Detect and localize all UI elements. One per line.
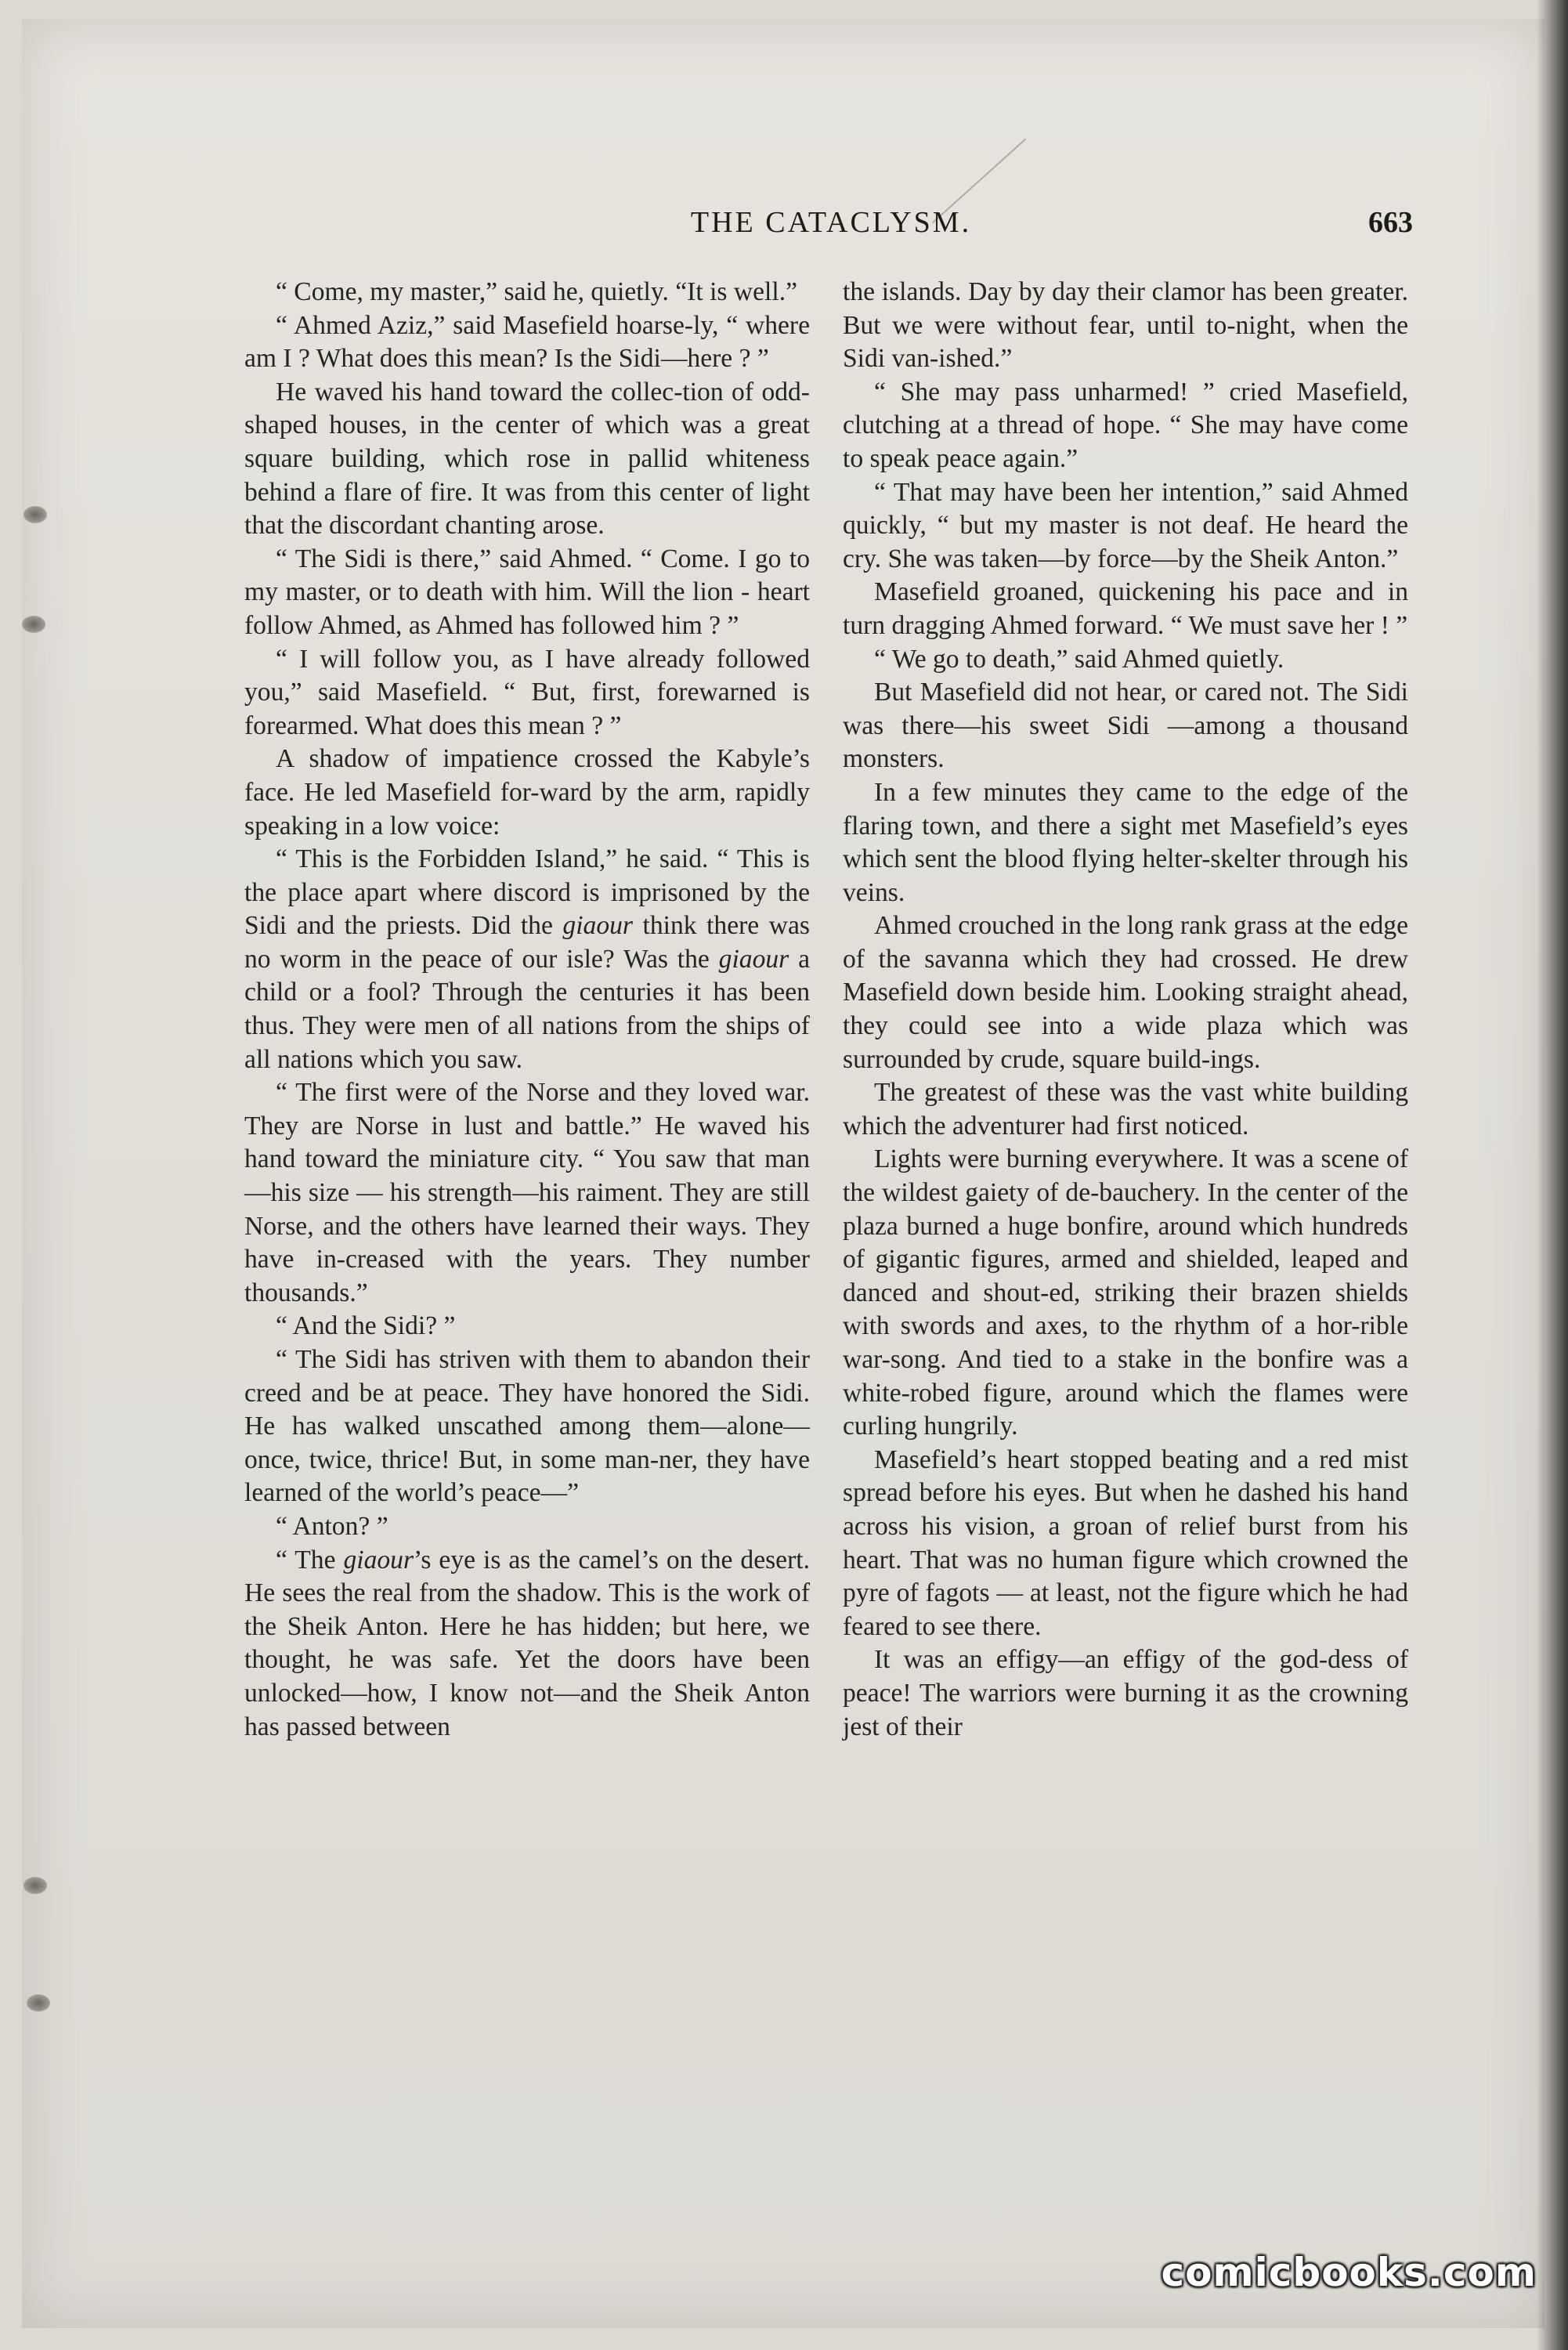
paragraph: “ The first were of the Norse and they loved war. They are Norse in lust and battle.” He waved his hand toward the miniature city. “ You saw that man—his size — his strength—his raiment. They are still Norse, and the others have learned their ways. They have in-creased with the years. They number thousands.”	[244, 1078, 810, 1307]
paragraph: A shadow of impatience crossed the Kabyle’s face. He led Masefield for-ward by the arm, rapidly speaking in a low voice:	[244, 744, 810, 841]
paragraph: But Masefield did not hear, or cared not. The Sidi was there—his sweet Sidi —among a thousand monsters.	[843, 678, 1408, 774]
paragraph: “ She may pass unharmed! ” cried Masefield, clutching at a thread of hope. “ She may have come to speak peace again.”	[843, 377, 1408, 473]
paragraph: Masefield groaned, quickening his pace and in turn dragging Ahmed forward. “ We must save her ! ”	[843, 577, 1408, 640]
paragraph: the islands. Day by day their clamor has been greater. But we were without fear, until to-night, when the Sidi van-ished.”	[843, 277, 1408, 374]
binding-hole	[22, 616, 45, 633]
paragraph: “ Come, my master,” said he, quietly. “It is well.”	[276, 277, 797, 306]
page-header	[249, 205, 1413, 246]
page-number: 663	[1368, 206, 1413, 239]
paragraph: “ The Sidi has striven with them to abandon their creed and be at peace. They have honored the Sidi. He has walked unscathed among them—alone—once, twice, thrice! But, in some man-ner, they have learned of the world’s peace—”	[244, 1345, 810, 1508]
paragraph: Masefield’s heart stopped beating and a red mist spread before his eyes. But when he dashed his hand across his vision, a groan of relief burst from his heart. That was no human figure which crowned the pyre of fagots — at least, not the figure which he had feared to see there.	[843, 1444, 1408, 1641]
running-head: THE CATACLYSM.	[690, 206, 972, 239]
paragraph: “ And the Sidi? ”	[276, 1311, 456, 1341]
page-edge-shadow	[1537, 0, 1568, 2350]
right-text-column	[843, 276, 1408, 1744]
binding-hole	[23, 1877, 47, 1894]
paragraph: In a few minutes they came to the edge of the flaring town, and there a sight met Masefield’s eyes which sent the blood flying helter-skelter through his veins.	[843, 777, 1408, 907]
paragraph: Lights were burning everywhere. It was a scene of the wildest gaiety of de-bauchery. In the center of the plaza burned a huge bonfire, around which hundreds of gigantic figures, armed and shielded, leaped and danced and shout-ed, striking their brazen shields with swords and axes, to the rhythm of a hor-rible war-song. And tied to a stake in the bonfire was a white-robed figure, around which the flames were curling hungrily.	[843, 1144, 1408, 1441]
paragraph: Ahmed crouched in the long rank grass at the edge of the savanna which they had crossed. He drew Masefield down beside him. Looking straight ahead, they could see into a wide plaza which was surrounded by crude, square build-ings.	[843, 911, 1408, 1074]
binding-hole	[27, 1994, 50, 2012]
paragraph: “ That may have been her intention,” said Ahmed quickly, “ but my master is not deaf. He heard the cry. She was taken—by force—by the Sheik Anton.”	[843, 477, 1408, 573]
paragraph: “ Ahmed Aziz,” said Masefield hoarse-ly, “ where am I ? What does this mean? Is the Sidi—here ? ”	[244, 310, 810, 374]
paragraph: It was an effigy—an effigy of the god-dess of peace! The warriors were burning it as the crowning jest of their	[843, 1645, 1408, 1741]
paragraph: “ Anton? ”	[276, 1511, 388, 1541]
paragraph: “ I will follow you, as I have already followed you,” said Masefield. “ But, first, forewarned is forearmed. What does this mean ? ”	[244, 644, 810, 740]
paragraph: The greatest of these was the vast white building which the adventurer had first noticed.	[843, 1078, 1408, 1141]
paragraph: “ We go to death,” said Ahmed quietly.	[874, 644, 1284, 674]
paragraph: “ This is the Forbidden Island,” he said. “ This is the place apart where discord is imprisoned by the Sidi and the priests. Did the giaour think there was no worm in the peace of our isle? Was the giaour a child or a fool? Through the centuries it has been thus. They were men of all nations from the ships of all nations which you saw.	[244, 844, 810, 1074]
paragraph: “ The Sidi is there,” said Ahmed. “ Come. I go to my master, or to death with him. Will the lion - heart follow Ahmed, as Ahmed has followed him ? ”	[244, 544, 810, 640]
watermark-logo: comicbooks.com	[1161, 2250, 1537, 2295]
paragraph: “ The giaour’s eye is as the camel’s on the desert. He sees the real from the shadow. This is the work of the Sheik Anton. Here he has hidden; but here, we thought, he was safe. Yet the doors have been unlocked—how, I know not—and the Sheik Anton has passed between	[244, 1545, 810, 1741]
left-text-column	[244, 276, 810, 1744]
paragraph: He waved his hand toward the collec-tion of odd-shaped houses, in the center of which was a great square building, which rose in pallid whiteness behind a flare of fire. It was from this center of light that the discordant chanting arose.	[244, 377, 810, 540]
binding-hole	[23, 506, 47, 523]
